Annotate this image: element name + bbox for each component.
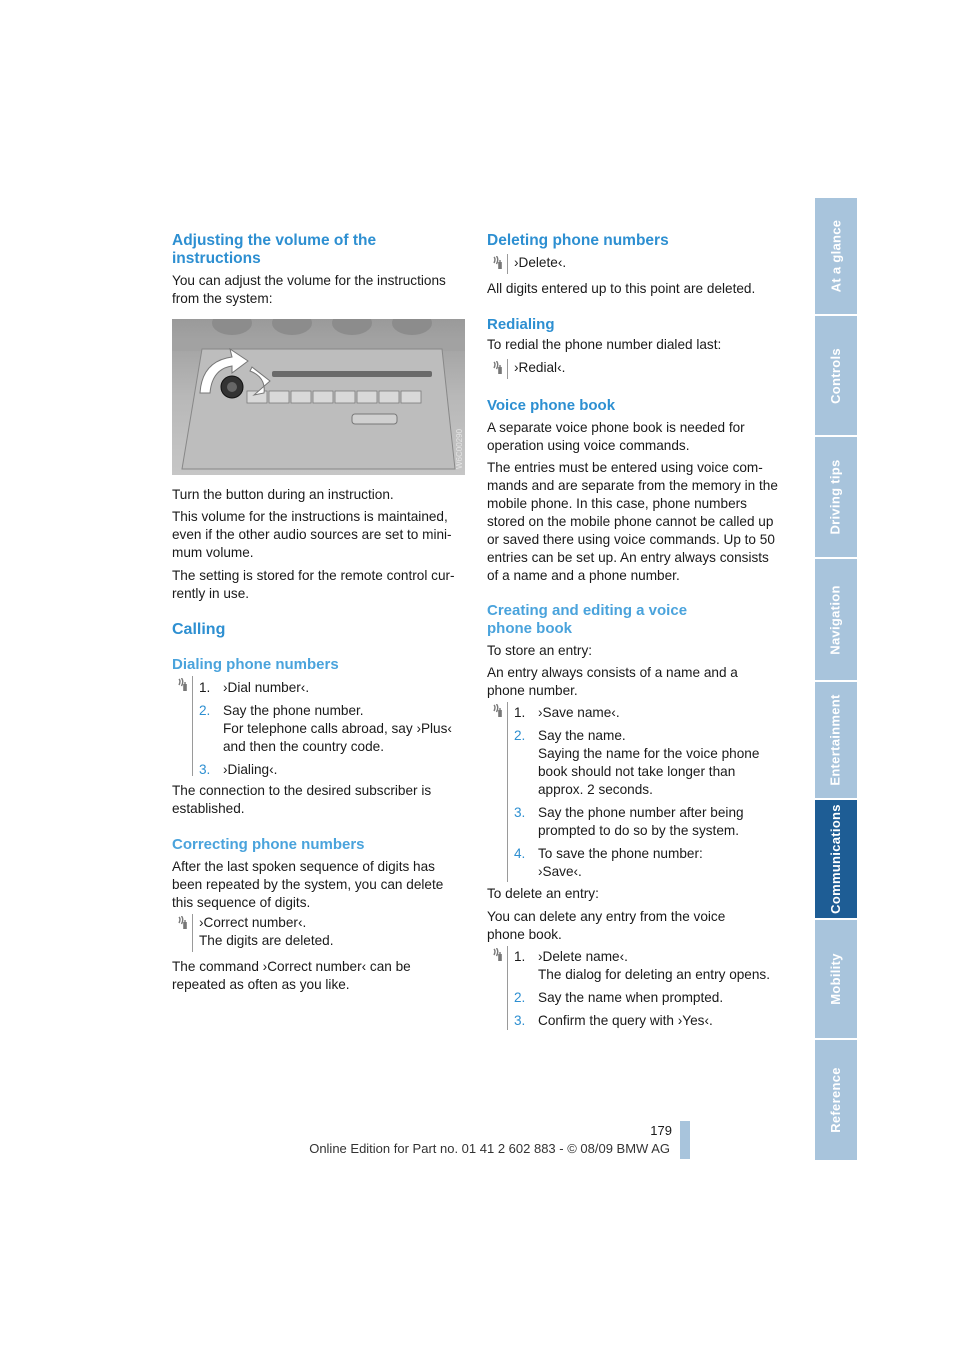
page-number: 179	[650, 1123, 672, 1138]
correcting-heading: Correcting phone numbers	[172, 836, 365, 853]
deleting-heading: Deleting phone numbers	[487, 232, 669, 249]
correct-result: The digits are deleted.	[199, 933, 334, 948]
microphone-icon	[175, 916, 189, 930]
voicebook-p1: A separate voice phone book is needed for operation using voice commands.	[487, 420, 745, 453]
delete-voice-box	[507, 254, 778, 274]
correct-voice-box	[192, 914, 463, 952]
turn-button-text: Turn the button during an instruction.	[172, 487, 394, 502]
list-item: 4. To save the phone number: ›Save‹.	[514, 846, 703, 879]
tab-entertainment[interactable]: Entertainment	[815, 682, 857, 798]
chapter-tabs	[815, 198, 857, 1160]
correcting-intro: After the last spoken sequence of digits has been repeated by the system, you can delete this sequence of digits.	[172, 859, 444, 910]
list-item: 3. Say the phone number after being prompted to do so by the system.	[514, 805, 744, 838]
voicebook-heading: Voice phone book	[487, 397, 616, 414]
list-item: 1. ›Delete name‹. The dialog for deleting an entry opens.	[514, 949, 771, 982]
delete-entry-intro2: You can delete any entry from the voice phone book.	[487, 909, 726, 942]
image-code: W6C00290	[455, 428, 464, 469]
volume-intro: You can adjust the volume for the instructions from the system:	[172, 273, 446, 306]
dashboard-photo	[172, 319, 465, 475]
tab-reference[interactable]: Reference	[815, 1040, 857, 1160]
dialing-voice-box	[192, 676, 463, 776]
microphone-icon	[175, 678, 189, 692]
correct-command: ›Correct number‹.	[199, 915, 307, 930]
voicebook-p2: The entries must be entered using voice com-mands and are separate from the memory in the mobile phone. In this case, phone numbers stored on the mobile phone cannot be called up or saved there using voice commands. Up to 50 entries can be set up. An entry always consists of a name and a phone number.	[487, 460, 778, 583]
delete-entry-voice-box	[507, 946, 778, 1030]
tab-driving-tips[interactable]: Driving tips	[815, 437, 857, 557]
calling-heading: Calling	[172, 621, 226, 638]
tab-communications[interactable]: Communications	[815, 800, 857, 918]
connection-text: The connection to the desired subscriber is established.	[172, 783, 432, 816]
dialing-steps	[193, 679, 463, 779]
microphone-icon	[490, 948, 504, 962]
list-item: 2. Say the name when prompted.	[514, 990, 724, 1005]
page-number-bar	[680, 1121, 690, 1159]
store-voice-box	[507, 702, 778, 882]
creating-heading: Creating and editing a voice phone book	[487, 602, 688, 637]
dialing-heading: Dialing phone numbers	[172, 656, 339, 673]
microphone-icon	[490, 361, 504, 375]
redial-voice-box	[507, 359, 778, 379]
store-intro: To store an entry:	[487, 643, 593, 658]
delete-result: All digits entered up to this point are deleted.	[487, 281, 756, 296]
list-item: 2. Say the phone number. For telephone calls abroad, say ›Plus‹ and then the country code.	[199, 703, 452, 754]
microphone-icon	[490, 256, 504, 270]
list-item: 3. Confirm the query with ›Yes‹.	[514, 1013, 713, 1028]
store-steps	[508, 704, 778, 881]
volume-knob-illustration	[172, 319, 465, 475]
microphone-icon	[490, 704, 504, 718]
volume-heading: Adjusting the volume of the instructions	[172, 232, 377, 267]
tab-at-a-glance[interactable]: At a glance	[815, 198, 857, 314]
tab-mobility[interactable]: Mobility	[815, 920, 857, 1038]
redial-command: ›Redial‹.	[514, 360, 566, 375]
tab-controls[interactable]: Controls	[815, 316, 857, 435]
redialing-heading: Redialing	[487, 316, 555, 333]
redial-intro: To redial the phone number dialed last:	[487, 337, 722, 352]
tab-navigation[interactable]: Navigation	[815, 559, 857, 680]
list-item: 1. ›Save name‹.	[514, 705, 620, 720]
setting-stored-text: The setting is stored for the remote control cur-rently in use.	[172, 568, 455, 601]
delete-entry-intro: To delete an entry:	[487, 886, 599, 901]
list-item: 2. Say the name. Saying the name for the voice phone book should not take longer than approx. 2 seconds.	[514, 728, 760, 797]
list-item: 3. ›Dialing‹.	[199, 762, 278, 777]
store-intro2: An entry always consists of a name and a phone number.	[487, 665, 738, 698]
delete-command: ›Delete‹.	[514, 255, 567, 270]
correct-repeat-text: The command ›Correct number‹ can be repeated as often as you like.	[172, 959, 411, 992]
list-item: 1. ›Dial number‹.	[199, 680, 310, 695]
edition-footer: Online Edition for Part no. 01 41 2 602 883 - © 08/09 BMW AG	[309, 1141, 670, 1156]
volume-maintained-text: This volume for the instructions is maintained, even if the other audio sources are set to mini-mum volume.	[172, 509, 452, 560]
delete-steps	[508, 948, 778, 1030]
